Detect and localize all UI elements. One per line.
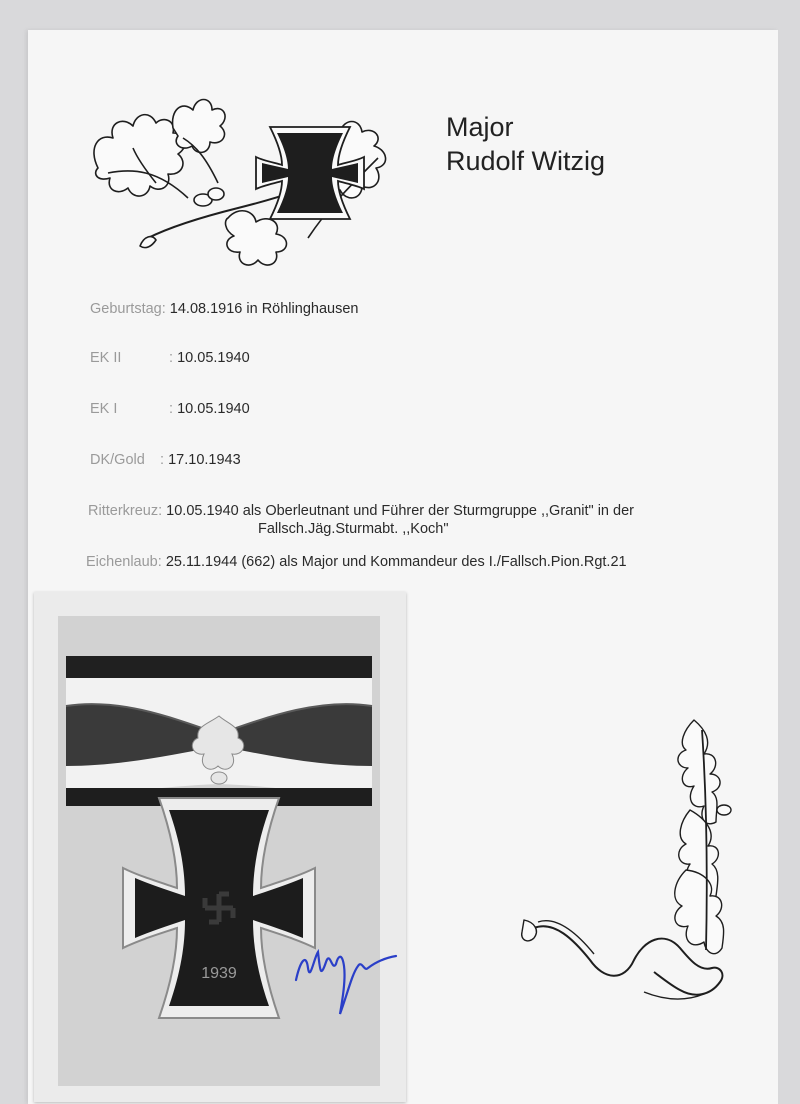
entry-label: Eichenlaub: [86, 554, 162, 570]
photograph [34, 592, 406, 1102]
cross-year: 1939 [201, 965, 237, 982]
entry-value: 10.05.1940 als Oberleutnant und Führer der Sturmgruppe ,,Granit" in der [166, 503, 634, 519]
name-block [446, 110, 605, 178]
entry-separator: : [160, 452, 165, 468]
entry-ritterkreuz-continuation: Fallsch.Jäg.Sturmabt. ,,Koch" [258, 521, 449, 537]
entry-birth [90, 301, 358, 317]
entry-separator: : [169, 350, 174, 366]
entry-label: EK II [90, 350, 122, 366]
oak-leaves-iron-cross-icon [78, 88, 408, 268]
entry-value: 25.11.1944 (662) als Major und Kommandeur des I./Fallsch.Pion.Rgt.21 [165, 554, 627, 570]
entry-value: 10.05.1940 [177, 350, 250, 366]
entry-label: EK I [90, 401, 118, 417]
entry-dk-gold [90, 452, 241, 468]
entry-label: DK/Gold [90, 452, 145, 468]
rank-title: Major [446, 112, 514, 142]
entry-ek1 [90, 401, 250, 417]
entry-value: 14.08.1916 in Röhlinghausen [169, 301, 359, 317]
signature-icon [292, 922, 402, 1022]
entry-ek2 [90, 350, 250, 366]
entry-label: Geburtstag: [90, 301, 166, 317]
person-name: Rudolf Witzig [446, 146, 606, 176]
entry-ritterkreuz [88, 503, 634, 519]
oak-sprig-ribbon-icon [494, 710, 744, 1010]
entry-label: Ritterkreuz: [88, 503, 163, 519]
entry-value: 17.10.1943 [168, 452, 241, 468]
entry-separator: : [169, 401, 174, 417]
entry-eichenlaub [86, 554, 627, 570]
entry-value: 10.05.1940 [177, 401, 250, 417]
document-sheet [28, 30, 778, 1104]
